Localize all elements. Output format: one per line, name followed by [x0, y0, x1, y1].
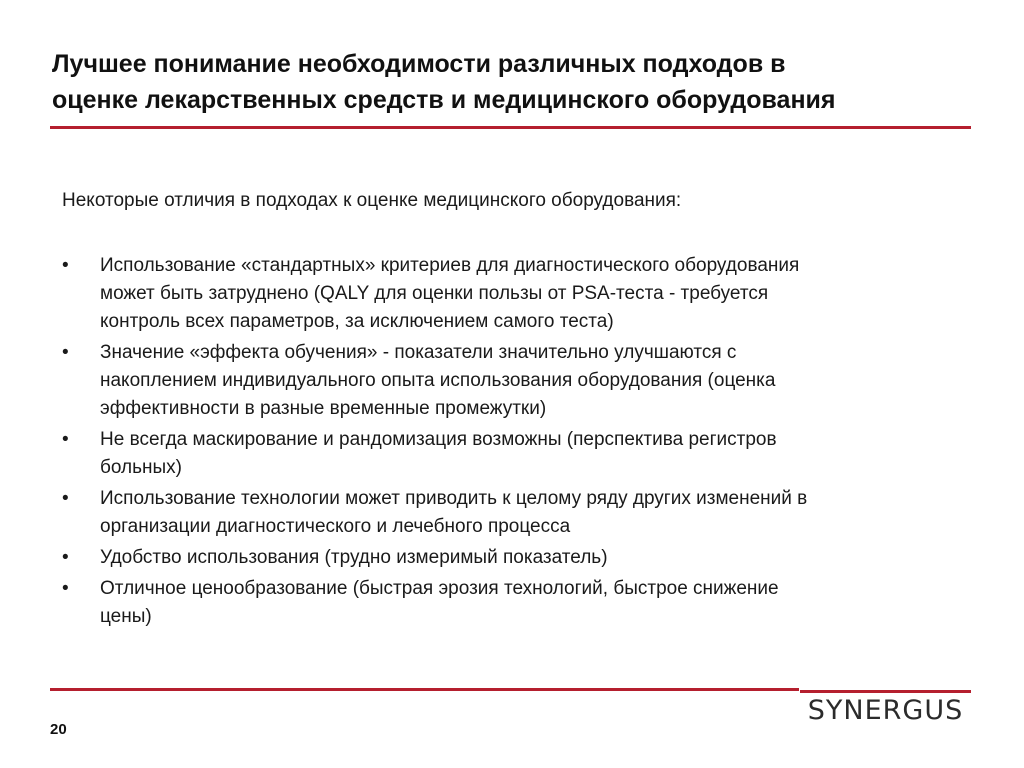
page-number: 20 — [50, 721, 67, 738]
bullet-text-line: Использование технологии может приводить к целому ряду других изменений в — [100, 488, 808, 509]
bullet-text-line: контроль всех параметров, за исключением самого теста) — [100, 311, 614, 332]
bullet-marker: • — [62, 547, 69, 568]
bullet-marker: • — [62, 255, 69, 276]
slide-title — [52, 46, 982, 118]
bullet-item-5 — [62, 544, 962, 572]
bullet-marker: • — [62, 488, 69, 509]
bullet-text-line: организации диагностического и лечебного процесса — [100, 516, 571, 537]
bullet-marker: • — [62, 429, 69, 450]
bullet-text-line: цены) — [100, 606, 152, 627]
logo-text: SYNERGUS — [807, 695, 964, 726]
intro-text: Некоторые отличия в подходах к оценке медицинского оборудования: — [62, 190, 682, 211]
bullet-text-line: Использование «стандартных» критериев для диагностического оборудования — [100, 255, 800, 276]
bullet-marker: • — [62, 342, 69, 363]
bullet-text-line: Удобство использования (трудно измеримый показатель) — [100, 547, 608, 568]
bullet-item-6 — [62, 575, 962, 631]
slide-title-line-2: оценке лекарственных средств и медицинского оборудования — [52, 86, 836, 114]
bullet-text-line: Отличное ценообразование (быстрая эрозия технологий, быстрое снижение — [100, 578, 779, 599]
bullet-marker: • — [62, 578, 69, 599]
bullet-list — [62, 252, 962, 634]
bullet-text-line: накоплением индивидуального опыта использования оборудования (оценка — [100, 370, 776, 391]
bullet-item-4 — [62, 485, 962, 541]
bullet-text-line: больных) — [100, 457, 182, 478]
title-divider — [50, 126, 971, 129]
synergus-logo — [800, 690, 971, 726]
footer-divider — [50, 688, 799, 691]
bullet-item-1 — [62, 252, 962, 336]
slide-title-line-1: Лучшее понимание необходимости различных подходов в — [52, 50, 786, 78]
bullet-text-line: может быть затруднено (QALY для оценки пользы от PSA-теста - требуется — [100, 283, 769, 304]
bullet-text-line: Значение «эффекта обучения» - показатели значительно улучшаются с — [100, 342, 737, 363]
bullet-item-2 — [62, 339, 962, 423]
bullet-text-line: эффективности в разные временные промежутки) — [100, 398, 547, 419]
bullet-item-3 — [62, 426, 962, 482]
bullet-text-line: Не всегда маскирование и рандомизация возможны (перспектива регистров — [100, 429, 777, 450]
